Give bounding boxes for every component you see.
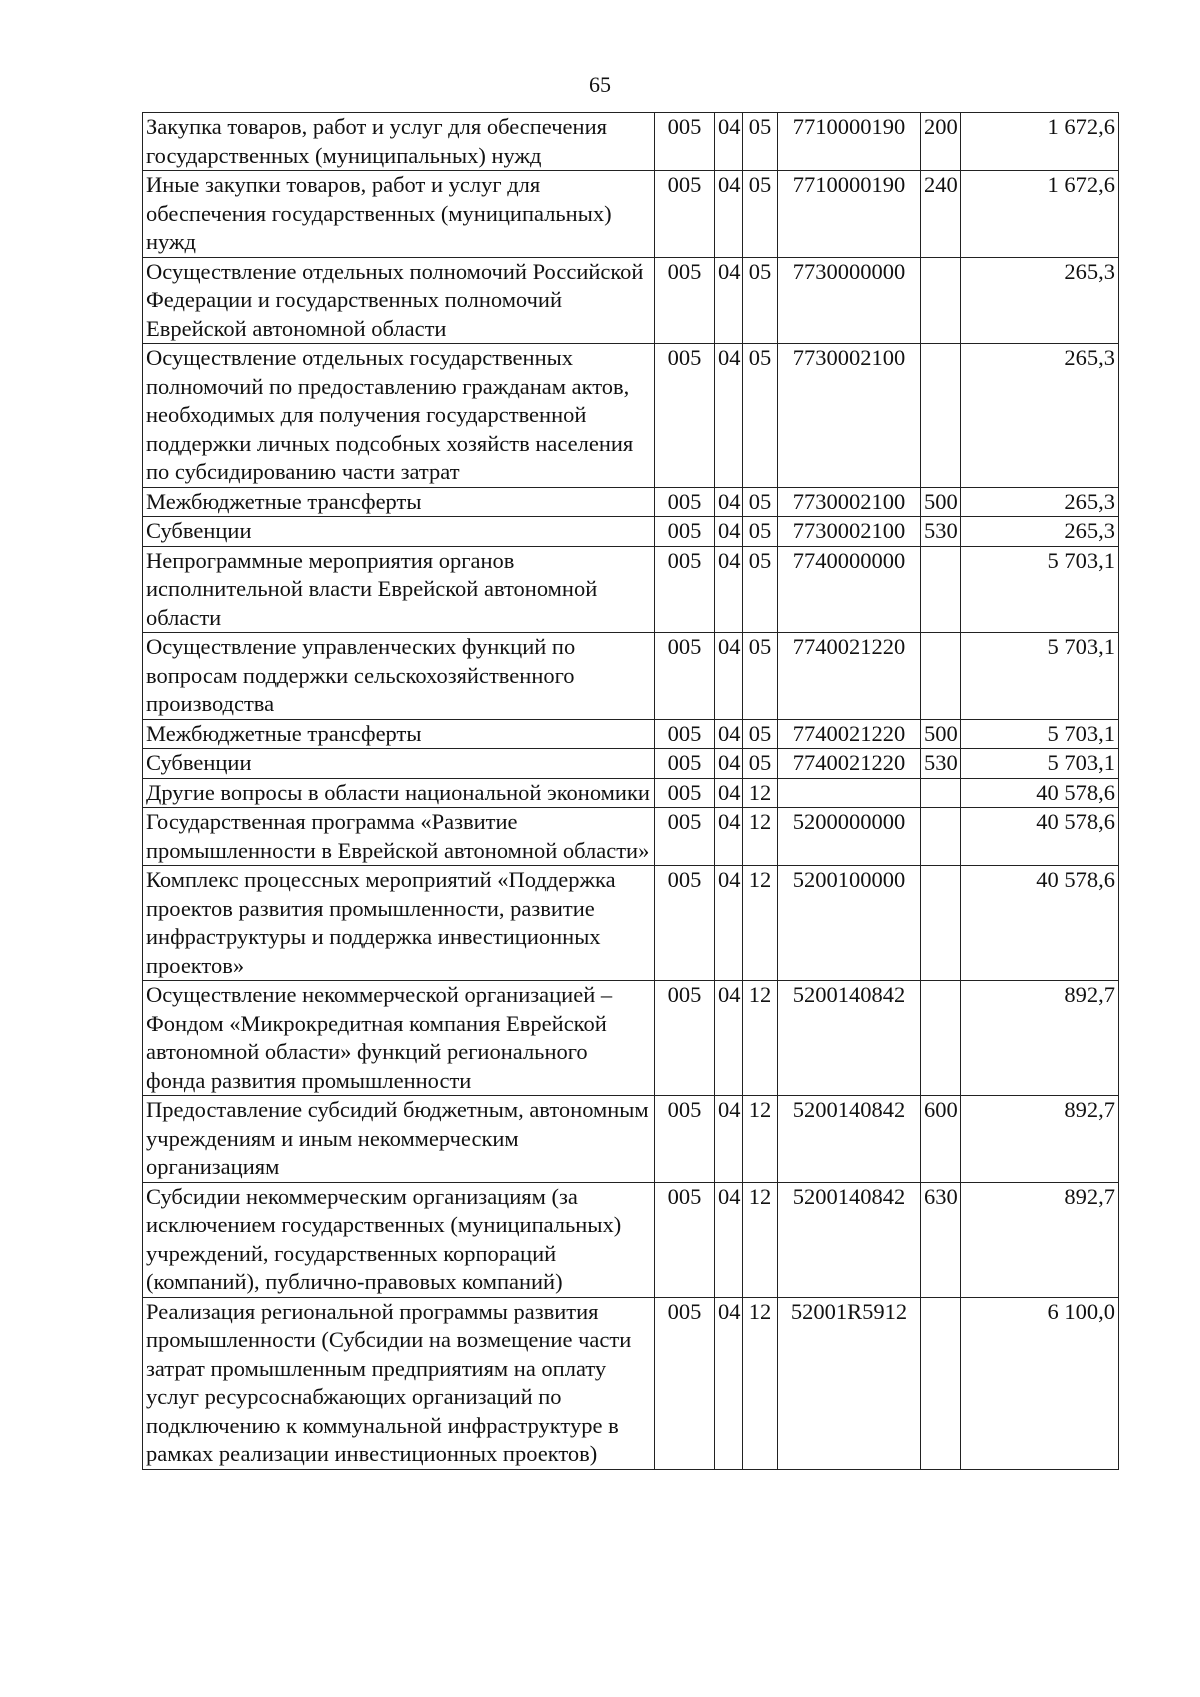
row-name-cell: Субвенции	[143, 517, 655, 547]
subsection-code-cell: 12	[743, 1182, 778, 1297]
table-row	[143, 778, 1119, 808]
subsection-code-cell: 05	[743, 546, 778, 633]
expense-type-cell	[921, 546, 961, 633]
target-article-cell: 5200100000	[778, 866, 921, 981]
ministry-code-cell: 005	[655, 719, 715, 749]
amount-cell: 265,3	[961, 487, 1119, 517]
subsection-code-cell: 05	[743, 633, 778, 720]
row-name-cell: Субвенции	[143, 749, 655, 779]
expense-type-cell: 630	[921, 1182, 961, 1297]
expense-type-cell: 530	[921, 749, 961, 779]
expense-type-cell	[921, 344, 961, 488]
table-row	[143, 866, 1119, 981]
section-code-cell: 04	[715, 749, 743, 779]
subsection-code-cell: 05	[743, 113, 778, 171]
target-article-cell: 7730002100	[778, 487, 921, 517]
row-name-cell: Иные закупки товаров, работ и услуг для обеспечения государственных (муниципальных) нужд	[143, 171, 655, 258]
ministry-code-cell: 005	[655, 1096, 715, 1183]
table-row	[143, 344, 1119, 488]
subsection-code-cell: 05	[743, 517, 778, 547]
target-article-cell: 7730000000	[778, 257, 921, 344]
ministry-code-cell: 005	[655, 487, 715, 517]
table-row	[143, 1096, 1119, 1183]
target-article-cell: 5200140842	[778, 981, 921, 1096]
row-name-cell: Реализация региональной программы развития промышленности (Субсидии на возмещение части затрат промышленным предприятиям на оплату услуг ресурсоснабжающих организаций по подключению к коммунальной инфраструктуре в рамках реализации инвестиционных проектов)	[143, 1297, 655, 1469]
ministry-code-cell: 005	[655, 749, 715, 779]
section-code-cell: 04	[715, 1182, 743, 1297]
subsection-code-cell: 12	[743, 778, 778, 808]
amount-cell: 265,3	[961, 257, 1119, 344]
amount-cell: 1 672,6	[961, 171, 1119, 258]
expense-type-cell	[921, 257, 961, 344]
ministry-code-cell: 005	[655, 981, 715, 1096]
target-article-cell: 7740021220	[778, 749, 921, 779]
table-row	[143, 113, 1119, 171]
target-article-cell: 5200140842	[778, 1182, 921, 1297]
target-article-cell: 7740000000	[778, 546, 921, 633]
target-article-cell	[778, 778, 921, 808]
subsection-code-cell: 12	[743, 808, 778, 866]
table-row	[143, 546, 1119, 633]
expense-type-cell	[921, 866, 961, 981]
amount-cell: 892,7	[961, 1182, 1119, 1297]
ministry-code-cell: 005	[655, 633, 715, 720]
table-body	[143, 113, 1119, 1470]
amount-cell: 265,3	[961, 517, 1119, 547]
expense-type-cell: 530	[921, 517, 961, 547]
row-name-cell: Межбюджетные трансферты	[143, 487, 655, 517]
ministry-code-cell: 005	[655, 866, 715, 981]
target-article-cell: 5200000000	[778, 808, 921, 866]
target-article-cell: 7730002100	[778, 344, 921, 488]
expense-type-cell	[921, 778, 961, 808]
ministry-code-cell: 005	[655, 778, 715, 808]
amount-cell: 6 100,0	[961, 1297, 1119, 1469]
amount-cell: 892,7	[961, 1096, 1119, 1183]
subsection-code-cell: 05	[743, 719, 778, 749]
amount-cell: 5 703,1	[961, 719, 1119, 749]
table-row	[143, 257, 1119, 344]
row-name-cell: Предоставление субсидий бюджетным, автономным учреждениям и иным некоммерческим организациям	[143, 1096, 655, 1183]
page-number: 65	[589, 72, 611, 97]
subsection-code-cell: 05	[743, 749, 778, 779]
section-code-cell: 04	[715, 344, 743, 488]
subsection-code-cell: 05	[743, 171, 778, 258]
table-row	[143, 808, 1119, 866]
amount-cell: 1 672,6	[961, 113, 1119, 171]
section-code-cell: 04	[715, 487, 743, 517]
subsection-code-cell: 12	[743, 981, 778, 1096]
row-name-cell: Комплекс процессных мероприятий «Поддержка проектов развития промышленности, развитие инфраструктуры и поддержка инвестиционных проектов»	[143, 866, 655, 981]
target-article-cell: 52001R5912	[778, 1297, 921, 1469]
target-article-cell: 5200140842	[778, 1096, 921, 1183]
subsection-code-cell: 12	[743, 1096, 778, 1183]
amount-cell: 5 703,1	[961, 749, 1119, 779]
ministry-code-cell: 005	[655, 1182, 715, 1297]
row-name-cell: Субсидии некоммерческим организациям (за исключением государственных (муниципальных) учреждений, государственных корпораций (компаний), публично-правовых компаний)	[143, 1182, 655, 1297]
table-row	[143, 749, 1119, 779]
section-code-cell: 04	[715, 808, 743, 866]
ministry-code-cell: 005	[655, 113, 715, 171]
row-name-cell: Другие вопросы в области национальной экономики	[143, 778, 655, 808]
section-code-cell: 04	[715, 778, 743, 808]
ministry-code-cell: 005	[655, 517, 715, 547]
expense-type-cell	[921, 981, 961, 1096]
row-name-cell: Государственная программа «Развитие промышленности в Еврейской автономной области»	[143, 808, 655, 866]
table-row	[143, 1182, 1119, 1297]
section-code-cell: 04	[715, 113, 743, 171]
section-code-cell: 04	[715, 866, 743, 981]
ministry-code-cell: 005	[655, 344, 715, 488]
target-article-cell: 7710000190	[778, 113, 921, 171]
table-row	[143, 517, 1119, 547]
expense-type-cell	[921, 808, 961, 866]
amount-cell: 892,7	[961, 981, 1119, 1096]
expense-type-cell	[921, 1297, 961, 1469]
ministry-code-cell: 005	[655, 257, 715, 344]
row-name-cell: Непрограммные мероприятия органов исполнительной власти Еврейской автономной области	[143, 546, 655, 633]
table-row	[143, 981, 1119, 1096]
section-code-cell: 04	[715, 981, 743, 1096]
target-article-cell: 7730002100	[778, 517, 921, 547]
budget-table	[142, 112, 1119, 1470]
subsection-code-cell: 05	[743, 257, 778, 344]
table-row	[143, 487, 1119, 517]
target-article-cell: 7740021220	[778, 633, 921, 720]
table-row	[143, 1297, 1119, 1469]
table-row	[143, 719, 1119, 749]
ministry-code-cell: 005	[655, 546, 715, 633]
ministry-code-cell: 005	[655, 808, 715, 866]
expense-type-cell: 500	[921, 719, 961, 749]
ministry-code-cell: 005	[655, 171, 715, 258]
subsection-code-cell: 05	[743, 344, 778, 488]
amount-cell: 5 703,1	[961, 633, 1119, 720]
section-code-cell: 04	[715, 171, 743, 258]
expense-type-cell: 240	[921, 171, 961, 258]
subsection-code-cell: 12	[743, 1297, 778, 1469]
row-name-cell: Осуществление некоммерческой организацией – Фондом «Микрокредитная компания Еврейской автономной области» функций регионального фонда развития промышленности	[143, 981, 655, 1096]
amount-cell: 265,3	[961, 344, 1119, 488]
target-article-cell: 7740021220	[778, 719, 921, 749]
row-name-cell: Закупка товаров, работ и услуг для обеспечения государственных (муниципальных) нужд	[143, 113, 655, 171]
amount-cell: 40 578,6	[961, 808, 1119, 866]
amount-cell: 40 578,6	[961, 866, 1119, 981]
expense-type-cell: 500	[921, 487, 961, 517]
subsection-code-cell: 05	[743, 487, 778, 517]
section-code-cell: 04	[715, 1297, 743, 1469]
table-row	[143, 171, 1119, 258]
amount-cell: 5 703,1	[961, 546, 1119, 633]
section-code-cell: 04	[715, 633, 743, 720]
section-code-cell: 04	[715, 719, 743, 749]
subsection-code-cell: 12	[743, 866, 778, 981]
amount-cell: 40 578,6	[961, 778, 1119, 808]
section-code-cell: 04	[715, 517, 743, 547]
row-name-cell: Осуществление отдельных полномочий Российской Федерации и государственных полномочий Еврейской автономной области	[143, 257, 655, 344]
row-name-cell: Межбюджетные трансферты	[143, 719, 655, 749]
ministry-code-cell: 005	[655, 1297, 715, 1469]
expense-type-cell: 600	[921, 1096, 961, 1183]
row-name-cell: Осуществление отдельных государственных полномочий по предоставлению гражданам актов, необходимых для получения государственной поддержки личных подсобных хозяйств населения по субсидированию части затрат	[143, 344, 655, 488]
expense-type-cell	[921, 633, 961, 720]
section-code-cell: 04	[715, 1096, 743, 1183]
section-code-cell: 04	[715, 546, 743, 633]
target-article-cell: 7710000190	[778, 171, 921, 258]
table-row	[143, 633, 1119, 720]
section-code-cell: 04	[715, 257, 743, 344]
expense-type-cell: 200	[921, 113, 961, 171]
row-name-cell: Осуществление управленческих функций по вопросам поддержки сельскохозяйственного производства	[143, 633, 655, 720]
